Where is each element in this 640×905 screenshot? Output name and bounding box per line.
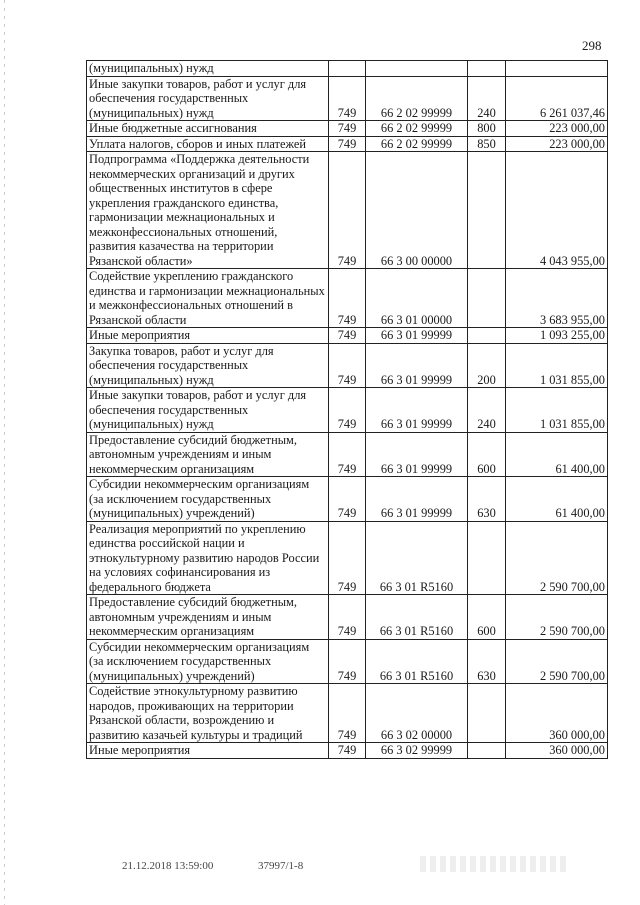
row-name: Предоставление субсидий бюджетным, автономным учреждениям и иным некоммерческим организациям [87,432,329,477]
table-row [87,76,608,121]
row-vr: 800 [468,121,506,137]
row-name: Реализация мероприятий по укреплению единства российской нации и этнокультурному развитию народов России на условиях софинансирования из федерального бюджета [87,521,329,595]
row-sum: 1 093 255,00 [506,328,608,344]
row-vr: 850 [468,136,506,152]
row-sum: 1 031 855,00 [506,343,608,388]
footer-doc-code: 37997/1-8 [258,860,304,872]
row-ved [329,61,366,77]
table-row [87,136,608,152]
row-name: Иные закупки товаров, работ и услуг для обеспечения государственных (муниципальных) нужд [87,76,329,121]
row-sum: 223 000,00 [506,136,608,152]
row-sum: 61 400,00 [506,432,608,477]
row-vr [468,61,506,77]
row-name: Предоставление субсидий бюджетным, автономным учреждениям и иным некоммерческим организациям [87,595,329,640]
table-row [87,61,608,77]
row-csr: 66 2 02 99999 [366,136,468,152]
row-sum: 2 590 700,00 [506,521,608,595]
row-vr [468,743,506,759]
row-csr: 66 2 02 99999 [366,76,468,121]
table-row [87,684,608,743]
table-row [87,521,608,595]
row-name: Содействие этнокультурному развитию народов, проживающих на территории Рязанской области, возрождению и развитию казачьей культуры и традиций [87,684,329,743]
row-vr: 200 [468,343,506,388]
row-name: Иные мероприятия [87,743,329,759]
row-ved: 749 [329,76,366,121]
table-row [87,152,608,269]
row-name: Содействие укреплению гражданского единства и гармонизации межнациональных и межконфессиональных отношений в Рязанской области [87,269,329,328]
row-vr [468,521,506,595]
row-csr: 66 3 01 R5160 [366,639,468,684]
row-name: Субсидии некоммерческим организациям (за исключением государственных (муниципальных) учреждений) [87,477,329,522]
table-row [87,328,608,344]
page-number: 298 [582,38,602,53]
row-sum: 2 590 700,00 [506,595,608,640]
row-vr [468,328,506,344]
row-vr: 630 [468,639,506,684]
row-name: Субсидии некоммерческим организациям (за исключением государственных (муниципальных) учреждений) [87,639,329,684]
row-ved: 749 [329,152,366,269]
table-row [87,121,608,137]
row-csr: 66 3 01 99999 [366,343,468,388]
row-csr: 66 3 02 00000 [366,684,468,743]
scan-edge-artifact [4,0,5,905]
row-name: Закупка товаров, работ и услуг для обеспечения государственных (муниципальных) нужд [87,343,329,388]
budget-table [86,60,608,759]
row-sum: 2 590 700,00 [506,639,608,684]
table-row [87,477,608,522]
row-name: Иные бюджетные ассигнования [87,121,329,137]
row-vr: 600 [468,432,506,477]
row-csr: 66 2 02 99999 [366,121,468,137]
row-sum: 6 261 037,46 [506,76,608,121]
row-ved: 749 [329,328,366,344]
row-sum: 360 000,00 [506,684,608,743]
row-ved: 749 [329,343,366,388]
row-csr: 66 3 01 R5160 [366,595,468,640]
row-csr: 66 3 01 00000 [366,269,468,328]
faint-stamp-artifact [420,856,570,872]
row-ved: 749 [329,269,366,328]
row-csr: 66 3 01 99999 [366,477,468,522]
row-csr: 66 3 01 99999 [366,388,468,433]
row-ved: 749 [329,684,366,743]
row-sum: 360 000,00 [506,743,608,759]
table-row [87,388,608,433]
row-sum: 1 031 855,00 [506,388,608,433]
table-row [87,743,608,759]
row-ved: 749 [329,639,366,684]
row-name: Иные мероприятия [87,328,329,344]
row-vr [468,269,506,328]
row-vr [468,152,506,269]
row-ved: 749 [329,521,366,595]
table-row [87,343,608,388]
row-vr [468,684,506,743]
row-csr: 66 3 02 99999 [366,743,468,759]
table-row [87,639,608,684]
row-name: Подпрограмма «Поддержка деятельности некоммерческих организаций и других общественных институтов в сфере укрепления гражданского единства, гармонизации межнациональных и межконфессиональных отношений, развития казачества на территории Рязанской области» [87,152,329,269]
table-row [87,595,608,640]
row-vr: 240 [468,388,506,433]
row-csr: 66 3 01 R5160 [366,521,468,595]
row-name: Уплата налогов, сборов и иных платежей [87,136,329,152]
row-vr: 630 [468,477,506,522]
row-ved: 749 [329,121,366,137]
row-name: (муниципальных) нужд [87,61,329,77]
row-sum: 4 043 955,00 [506,152,608,269]
row-ved: 749 [329,136,366,152]
row-csr: 66 3 01 99999 [366,328,468,344]
table-row [87,432,608,477]
row-csr [366,61,468,77]
row-name: Иные закупки товаров, работ и услуг для обеспечения государственных (муниципальных) нужд [87,388,329,433]
row-sum [506,61,608,77]
row-sum: 61 400,00 [506,477,608,522]
row-vr: 240 [468,76,506,121]
row-ved: 749 [329,388,366,433]
row-vr: 600 [468,595,506,640]
row-sum: 223 000,00 [506,121,608,137]
row-sum: 3 683 955,00 [506,269,608,328]
row-ved: 749 [329,477,366,522]
footer-datetime: 21.12.2018 13:59:00 [122,860,214,872]
table-row [87,269,608,328]
row-csr: 66 3 01 99999 [366,432,468,477]
row-ved: 749 [329,595,366,640]
row-ved: 749 [329,432,366,477]
row-ved: 749 [329,743,366,759]
row-csr: 66 3 00 00000 [366,152,468,269]
